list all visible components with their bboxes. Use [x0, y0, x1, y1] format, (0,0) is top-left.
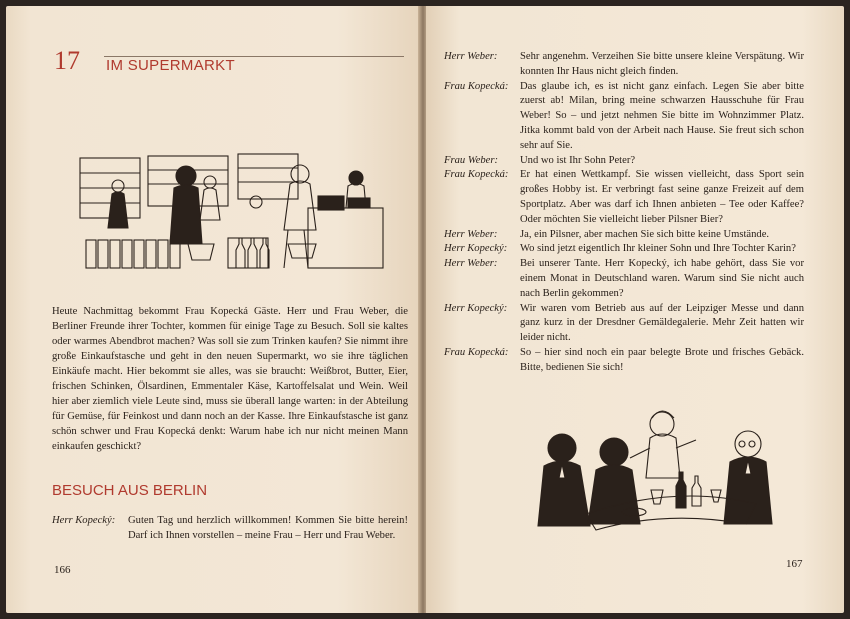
speaker: Frau Kopecká: [444, 169, 509, 181]
utterance: Wo sind jetzt eigentlich Ihr kleiner Sohn und Ihre Tochter Karin? [520, 243, 796, 255]
speaker: Herr Weber: [444, 228, 498, 240]
dialogue-line [444, 154, 804, 169]
left-dialogue [52, 514, 408, 544]
dialogue-line [444, 302, 804, 346]
supermarket-illustration [78, 148, 388, 272]
utterance: Bei unserer Tante. Herr Kopecký, ich habe gehört, dass Sie vor einem Monat in Deutschland waren. Warum sind Sie nicht auch nach Berlin gekommen? [520, 258, 804, 299]
speaker: Frau Kopecká: [444, 80, 509, 92]
page-number-right: 167 [786, 558, 803, 570]
dialogue-line [444, 80, 804, 154]
utterance: Er hat einen Wettkampf. Sie wissen vielleicht, dass Sport sein großes Hobby ist. Er verbringt fast seine ganze Freizeit auf dem Sportplatz. Aber was darf ich Ihnen anbieten – Tee oder Kaffee? Oder möchten Sie vielleicht lieber Pilsner Bier? [520, 169, 804, 225]
chapter-title: IM SUPERMARKT [106, 57, 235, 74]
book-spread [6, 6, 844, 613]
speaker: Herr Weber: [444, 258, 498, 270]
utterance: Guten Tag und herzlich willkommen! Kommen Sie bitte herein! Darf ich Ihnen vorstellen – meine Frau – Herr und Frau Weber. [128, 515, 408, 541]
dialogue-line [444, 346, 804, 376]
utterance: Das glaube ich, es ist nicht ganz einfach. Legen Sie aber bitte zuerst ab! Milan, bring meine schwarzen Hausschuhe für Frau Weber! So – und jetzt nehmen Sie bitte im Wohnzimmer Platz. Jitka kommt bald von der Arbeit nach Hause. Sie freut sich schon sehr auf Sie. [520, 80, 804, 151]
page-number-left: 166 [54, 564, 71, 576]
speaker: Herr Weber: [444, 51, 498, 62]
left-page [6, 6, 420, 613]
speaker: Herr Kopecký: [52, 515, 116, 526]
utterance: Sehr angenehm. Verzeihen Sie bitte unsere kleine Verspätung. Wir konnten Ihr Haus nicht gleich finden. [520, 51, 804, 77]
speaker: Frau Weber: [444, 154, 499, 166]
dialogue-line [444, 50, 804, 80]
right-dialogue [444, 50, 804, 376]
dialogue-line [444, 257, 804, 301]
utterance: So – hier sind noch ein paar belegte Brote und frisches Gebäck. Bitte, bedienen Sie sich! [520, 346, 804, 373]
dialogue-line [444, 168, 804, 227]
utterance: Und wo ist Ihr Sohn Peter? [520, 154, 636, 166]
section-title: BESUCH AUS BERLIN [52, 482, 208, 499]
speaker: Herr Kopecký: [444, 243, 508, 255]
narrative-paragraph: Heute Nachmittag bekommt Frau Kopecká Gäste. Herr und Frau Weber, die Berliner Freunde ihrer Tochter, kommen für einige Tage zu Besuch. Soll sie kaltes oder warmes Abendbrot machen? Was soll sie zum Trinken kaufen? Sie nimmt ihre große Einkaufstasche und geht in den neuen Supermarkt, wo sie ihre täglichen Einkäufe macht. Hier bekommt sie alles, was sie braucht: Weißbrot, Butter, Eier, frischen Schinken, Ölsardinen, Emmentaler Käse, Kartoffelsalat und Wein. Weil hier aber ziemlich viele Leute sind, muss sie überall lange warten: in der Abteilung für Gemüse, für Feinkost und dann noch an der Kasse. Ihre Einkaufstasche ist ganz schön schwer und Frau Kopecká denkt: Warum habe ich nur nicht meinen Mann einkaufen geschickt? [52, 306, 408, 452]
dinner-guests-illustration [526, 404, 796, 536]
dialogue-line [444, 242, 804, 257]
speaker: Frau Kopecká: [444, 346, 509, 358]
utterance: Ja, ein Pilsner, aber machen Sie sich bitte keine Umstände. [520, 228, 770, 240]
utterance: Wir waren vom Betrieb aus auf der Leipziger Messe und dann ganz kurz in der Dresdner Gemäldegalerie. Mehr Zeit hatten wir leider nicht. [520, 302, 804, 344]
right-page [426, 6, 844, 613]
speaker: Herr Kopecký: [444, 302, 508, 314]
dialogue-line [52, 514, 408, 544]
dialogue-line [444, 228, 804, 243]
chapter-number: 17 [54, 46, 80, 75]
